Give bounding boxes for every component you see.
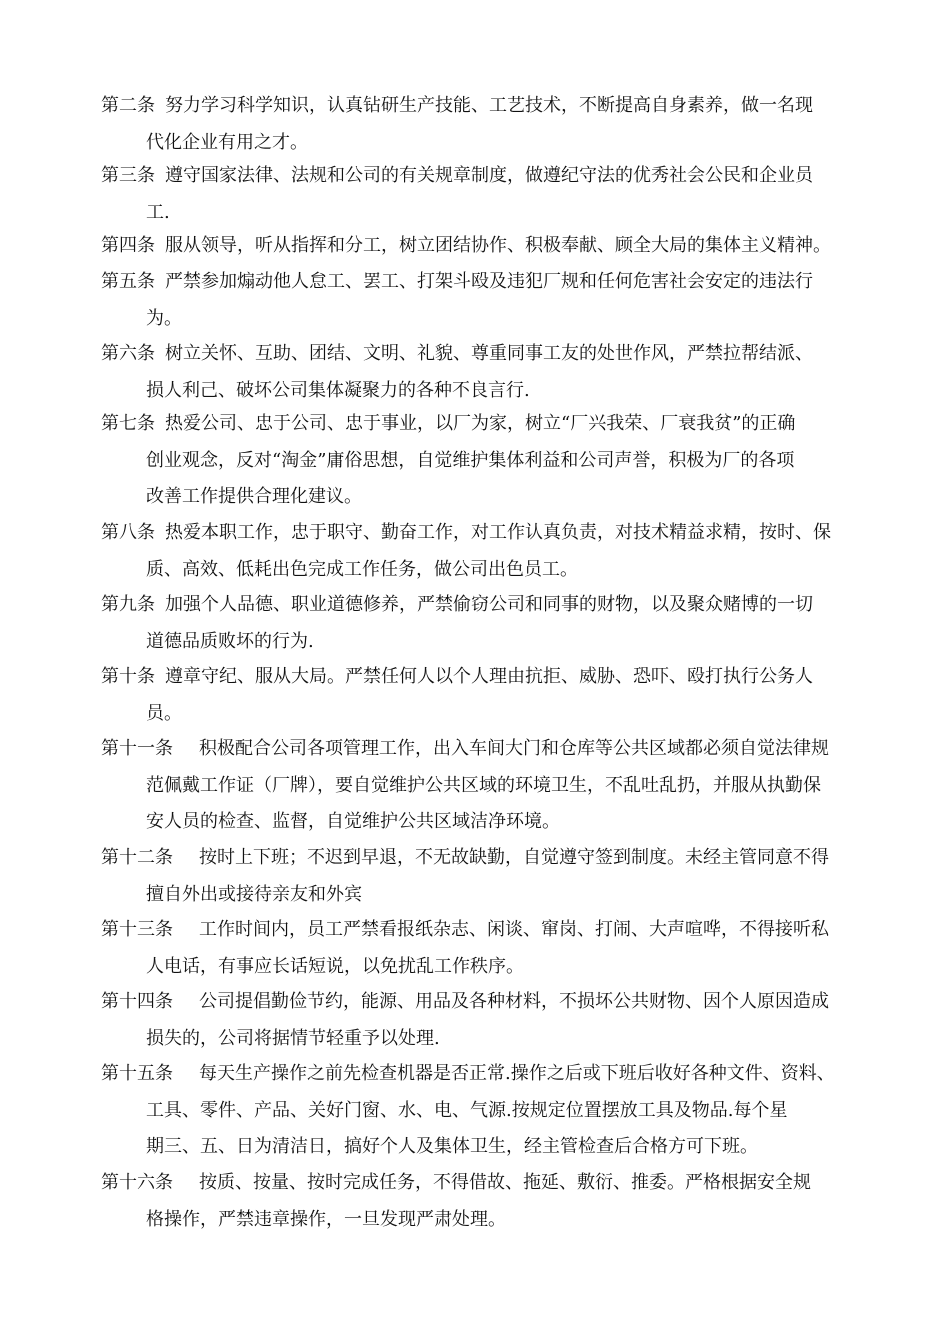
article-text: 服从领导，听从指挥和分工，树立团结协作、积极奉献、顾全大局的集体主义精神。 [165,235,831,256]
article-number: 第十三条 [101,919,173,940]
article-text: 道德品质败坏的行为. [146,630,314,652]
article-text: 积极配合公司各项管理工作，出入车间大门和仓库等公共区域都必须自觉法律规 [199,738,829,759]
article-number: 第十一条 [101,738,173,759]
article-8 [101,515,881,588]
article-text: 遵守国家法律、法规和公司的有关规章制度，做遵纪守法的优秀社会公民和企业员 [165,165,813,186]
article-text: 员。 [146,702,182,724]
article-text: 质、高效、低耗出色完成工作任务，做公司出色员工。 [146,558,578,580]
article-text: 树立关怀、互助、团结、文明、礼貌、尊重同事工友的处世作风，严禁拉帮结派、 [165,343,813,364]
article-7 [101,406,881,516]
article-text: 公司提倡勤俭节约，能源、用品及各种材料，不损坏公共财物、因个人原因造成 [199,991,829,1012]
article-number: 第四条 [101,235,155,256]
article-number: 第七条 [101,413,155,434]
article-text: 热爱公司、忠于公司、忠于事业，以厂为家，树立“厂兴我荣、厂衰我贫”的正确 [165,413,796,434]
article-4 [101,228,881,265]
article-text: 按质、按量、按时完成任务，不得借故、拖延、敷衍、推委。严格根据安全规 [199,1172,811,1193]
article-text: 损失的，公司将据情节轻重予以处理. [146,1027,440,1049]
article-number: 第十二条 [101,847,173,868]
article-number: 第十六条 [101,1172,173,1193]
article-3 [101,158,881,231]
article-16 [101,1165,881,1238]
article-text: 安人员的检查、监督，自觉维护公共区域洁净环境。 [146,811,560,832]
article-text: 工作时间内，员工严禁看报纸杂志、闲谈、窜岗、打闹、大声喧哗，不得接听私 [199,919,829,940]
article-text: 范佩戴工作证（厂牌），要自觉维护公共区域的环境卫生，不乱吐乱扔，并服从执勤保 [146,774,821,796]
article-14 [101,984,881,1057]
article-text: 代化企业有用之才。 [146,131,308,153]
article-13 [101,912,881,985]
article-number: 第三条 [101,165,155,186]
article-text: 擅自外出或接待亲友和外宾 [146,883,362,905]
article-text: 遵章守纪、服从大局。严禁任何人以个人理由抗拒、威胁、恐吓、殴打执行公务人 [165,666,813,687]
article-text: 为。 [146,307,182,329]
article-number: 第十四条 [101,991,173,1012]
article-text: 每天生产操作之前先检查机器是否正常.操作之后或下班后收好各种文件、资料、 [199,1063,835,1084]
article-text: 严禁参加煽动他人怠工、罢工、打架斗殴及违犯厂规和任何危害社会安定的违法行 [165,271,813,292]
article-number: 第九条 [101,594,155,615]
article-text: 热爱本职工作，忠于职守、勤奋工作，对工作认真负责，对技术精益求精，按时、保 [165,522,831,543]
article-number: 第六条 [101,343,155,364]
article-6 [101,336,881,409]
article-text: 人电话，有事应长话短说，以免扰乱工作秩序。 [146,955,524,977]
article-text: 按时上下班；不迟到早退，不无故缺勤，自觉遵守签到制度。未经主管同意不得 [199,847,829,868]
article-11 [101,731,881,841]
article-15 [101,1056,881,1166]
article-10 [101,659,881,732]
article-number: 第十五条 [101,1063,173,1084]
article-2 [101,88,881,161]
article-text: 格操作，严禁违章操作，一旦发现严肃处理。 [146,1208,506,1230]
article-9 [101,587,881,660]
article-5 [101,264,881,337]
article-number: 第二条 [101,95,155,116]
article-text: 损人利己、破坏公司集体凝聚力的各种不良言行. [146,379,530,401]
article-number: 第五条 [101,271,155,292]
article-12 [101,840,881,913]
article-text: 工. [146,201,170,223]
article-text: 工具、零件、产品、关好门窗、水、电、气源.按规定位置摆放工具及物品.每个星 [146,1099,788,1121]
article-text: 改善工作提供合理化建议。 [146,486,362,507]
article-text: 加强个人品德、职业道德修养，严禁偷窃公司和同事的财物，以及聚众赌博的一切 [165,594,813,615]
article-text: 创业观念，反对“淘金”庸俗思想，自觉维护集体利益和公司声誉，积极为厂的各项 [146,449,795,471]
article-text: 努力学习科学知识，认真钻研生产技能、工艺技术，不断提高自身素养，做一名现 [165,95,813,116]
article-number: 第十条 [101,666,155,687]
article-text: 期三、五、日为清洁日，搞好个人及集体卫生，经主管检查后合格方可下班。 [146,1136,758,1157]
article-number: 第八条 [101,522,155,543]
